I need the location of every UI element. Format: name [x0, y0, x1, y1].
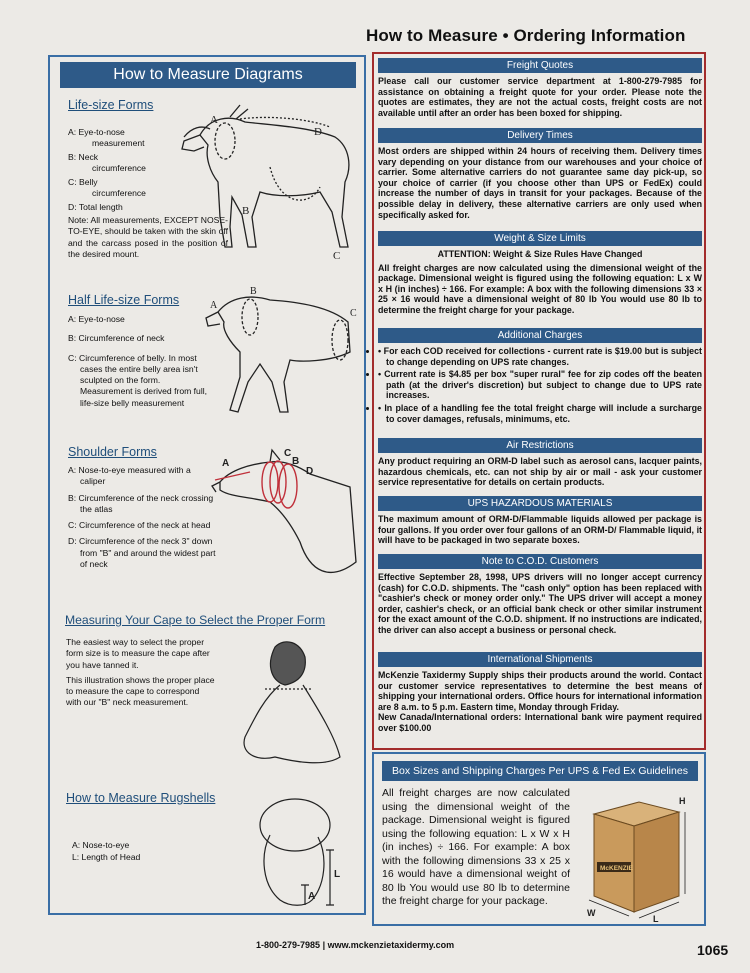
life-size-label-b: B [242, 205, 250, 217]
shipping-box-illustration [579, 784, 699, 924]
cape-title: Measuring Your Cape to Select the Proper Form [65, 613, 326, 627]
footer-separator: | [320, 940, 328, 950]
how-to-measure-header: How to Measure Diagrams [60, 62, 356, 88]
ups-hazardous-section [378, 496, 702, 546]
shoulder-label-c: C [284, 448, 292, 459]
rugshell-diagram [250, 795, 360, 913]
box-label-h: H [679, 796, 686, 806]
half-a: A: Eye-to-nose [68, 314, 125, 324]
ordering-information-panel [372, 52, 706, 750]
additional-charge-item: • • For each COD received for collections - current rate is $19.00 but is subject to change depending on UPS rate changes. [378, 346, 702, 367]
additional-charges-header: Additional Charges [378, 328, 702, 343]
air-restrictions-section [378, 438, 702, 488]
freight-quotes-section [378, 58, 702, 118]
additional-charges-section [378, 328, 702, 426]
box-sizes-panel [372, 752, 706, 926]
shoulder-form-diagram [210, 442, 360, 592]
rugshells-legend [72, 840, 192, 866]
cape-p1: The easiest way to select the proper form size is to measure the cape after you have tanned it. [66, 637, 210, 670]
international-wire-note: New Canada/International orders: International bank wire payment required over $100.00 [378, 712, 702, 733]
life-size-label-d: D [314, 126, 322, 138]
weight-size-header: Weight & Size Limits [378, 231, 702, 246]
air-restrictions-text: Any product requiring an ORM-D label such as aerosol cans, lacquer paints, hazardous chemicals, etc. can not ship by air or mail - ask your customer service representative for details on certain products. [378, 456, 702, 488]
international-shipments-header: International Shipments [378, 652, 702, 667]
footer-contact [256, 940, 454, 950]
cape-p2: This illustration shows the proper place to measure the cape to correspond with our "B" neck measurement. [66, 674, 215, 708]
delivery-times-header: Delivery Times [378, 128, 702, 143]
weight-size-text: All freight charges are now calculated using the dimensional weight of the package. Dimensional weight is figured using the following equation: L x W x H (in inches) ÷ 166. For example: A box with the following dimensions 33 × 25 × 16 would have a dimensional weight of 80 lb You would use 80 lb to determine the freight charge for your package. [378, 262, 702, 315]
ups-hazardous-text: The maximum amount of ORM-D/Flammable liquids allowed per package is four gallons. If you order over four gallons of an ORM-D/ Flammable liquid, it will have to be packaged in two separate boxes. [378, 514, 702, 546]
shoulder-label-d: D [306, 466, 314, 477]
weight-size-section [378, 231, 702, 316]
page-title: How to Measure • Ordering Information [366, 26, 686, 45]
half-b: B: Circumference of neck [68, 333, 165, 344]
box-sizes-header: Box Sizes and Shipping Charges Per UPS & Fed Ex Guidelines [382, 761, 698, 781]
rug-label-a: A [308, 891, 316, 902]
additional-charge-item: • • Current rate is $4.85 per box "super rural" fee for zip codes off the beaten path (at the driver's discretion) but subject to change due to UPS rate increases. [378, 369, 702, 401]
shoulder-b: B: Circumference of the neck crossing the atlas [68, 492, 214, 514]
box-label-l: L [653, 914, 659, 924]
freight-quotes-header: Freight Quotes [378, 58, 702, 73]
page-number: 1065 [697, 942, 729, 958]
cod-customers-text: Effective September 28, 1998, UPS drivers will no longer accept currency (cash) for C.O.D. shipments. The "cash only" option has been replaced with "cashier's check or money order only." The UPS driver will accept a money order, cashier's check, or an official bank check or other similar instrument for the exact amount of the C.O.D. shipment. If no instructions are indicated, the driver can also accept a business or personal check. [378, 572, 702, 635]
box-label-w: W [587, 908, 596, 918]
rug-a: A: Nose-to-eye [72, 840, 130, 850]
shoulder-legend [68, 465, 218, 573]
rug-label-l: L [334, 869, 341, 880]
shoulder-d: D: Circumference of the neck 3" down from "B" and around the widest part of neck [68, 536, 216, 570]
half-life-size-title: Half Life-size Forms [68, 293, 180, 307]
half-label-a: A [210, 300, 218, 311]
additional-charge-item: • • In place of a handling fee the total freight charge will include a surcharge to cover damages, refusals, minimums, etc. [378, 403, 702, 424]
life-size-title: Life-size Forms [68, 98, 154, 112]
international-shipments-text: McKenzie Taxidermy Supply ships their products around the world. Contact our customer service representatives to determine the best means of shipping your international orders. Office hours for international information are 8 a.m. to 5 p.m. Eastern time, Monday through Friday. [378, 670, 702, 712]
life-size-label-a: A [210, 114, 218, 126]
cod-customers-header: Note to C.O.D. Customers [378, 554, 702, 569]
rugshells-title: How to Measure Rugshells [66, 791, 216, 805]
life-size-c: C: Belly circumference [68, 177, 146, 199]
half-life-size-deer-diagram [200, 282, 360, 422]
how-to-measure-panel [48, 55, 366, 915]
shoulder-forms-title: Shoulder Forms [68, 445, 157, 459]
shoulder-label-b: B [292, 456, 300, 467]
life-size-deer-diagram [170, 97, 360, 272]
life-size-b: B: Neck circumference [68, 152, 146, 174]
delivery-times-section [378, 128, 702, 220]
life-size-a: A: Eye-to-nose measurement [68, 127, 145, 149]
life-size-label-c: C [333, 250, 341, 262]
air-restrictions-header: Air Restrictions [378, 438, 702, 453]
life-size-d: D: Total length [68, 202, 123, 213]
shoulder-c: C: Circumference of the neck at head [68, 520, 211, 531]
rug-l: L: Length of Head [72, 852, 141, 863]
shoulder-label-a: A [222, 458, 230, 469]
cape-body [66, 637, 216, 711]
shoulder-a: A: Nose-to-eye measured with a caliper [68, 465, 191, 487]
freight-quotes-text: Please call our customer service department at 1-800-279-7985 for assistance on obtaining a freight quote for your order. Please note the quotes are estimates, they are not the actual costs, freight costs are not available until after an order has been boxed for shipping. [378, 76, 702, 118]
delivery-times-text: Most orders are shipped within 24 hours of receiving them. Delivery times vary depending on your distance from our warehouses and your choice of carrier. Some alternative carriers do not guarantee same day pick-up, so your choice of carrier (if you choose other than UPS or FedEx) could increase the number of days in transit for your packages. Because of the possible delay in delivery, these alternative carriers are only used when specifically asked for. [378, 146, 702, 220]
half-label-c: C [350, 308, 357, 319]
international-shipments-section [378, 652, 702, 734]
ups-hazardous-header: UPS HAZARDOUS MATERIALS [378, 496, 702, 511]
half-life-size-legend [68, 314, 214, 412]
weight-size-attention: ATTENTION: Weight & Size Rules Have Changed [437, 249, 643, 259]
footer-phone: 1-800-279-7985 [256, 940, 321, 950]
half-c: C: Circumference of belly. In most cases the entire belly area isn't sculpted on the form. Measurement is derived from full, life-size belly measurement [68, 352, 208, 408]
box-sizes-text: All freight charges are now calculated using the dimensional weight of the package. Dimensional weight is figured using the following equation: L x W x H (in inches) ÷ 166. For example: A box with the following dimensions 33 x 25 x 16 would have a dimensional weight of 80 lb You would use 80 lb to determine the freight charge for your package. [382, 787, 570, 907]
half-label-b: B [250, 286, 257, 297]
cod-customers-section [378, 554, 702, 636]
life-size-note: Note: All measurements, EXCEPT NOSE-TO-EYE, should be taken with the skin off and the carcass posed in the position of the desired mount. [68, 215, 228, 259]
box-brand-logo: McKENZIE [600, 865, 633, 872]
footer-url[interactable]: www.mckenzietaxidermy.com [327, 940, 455, 950]
cape-diagram [225, 637, 355, 772]
